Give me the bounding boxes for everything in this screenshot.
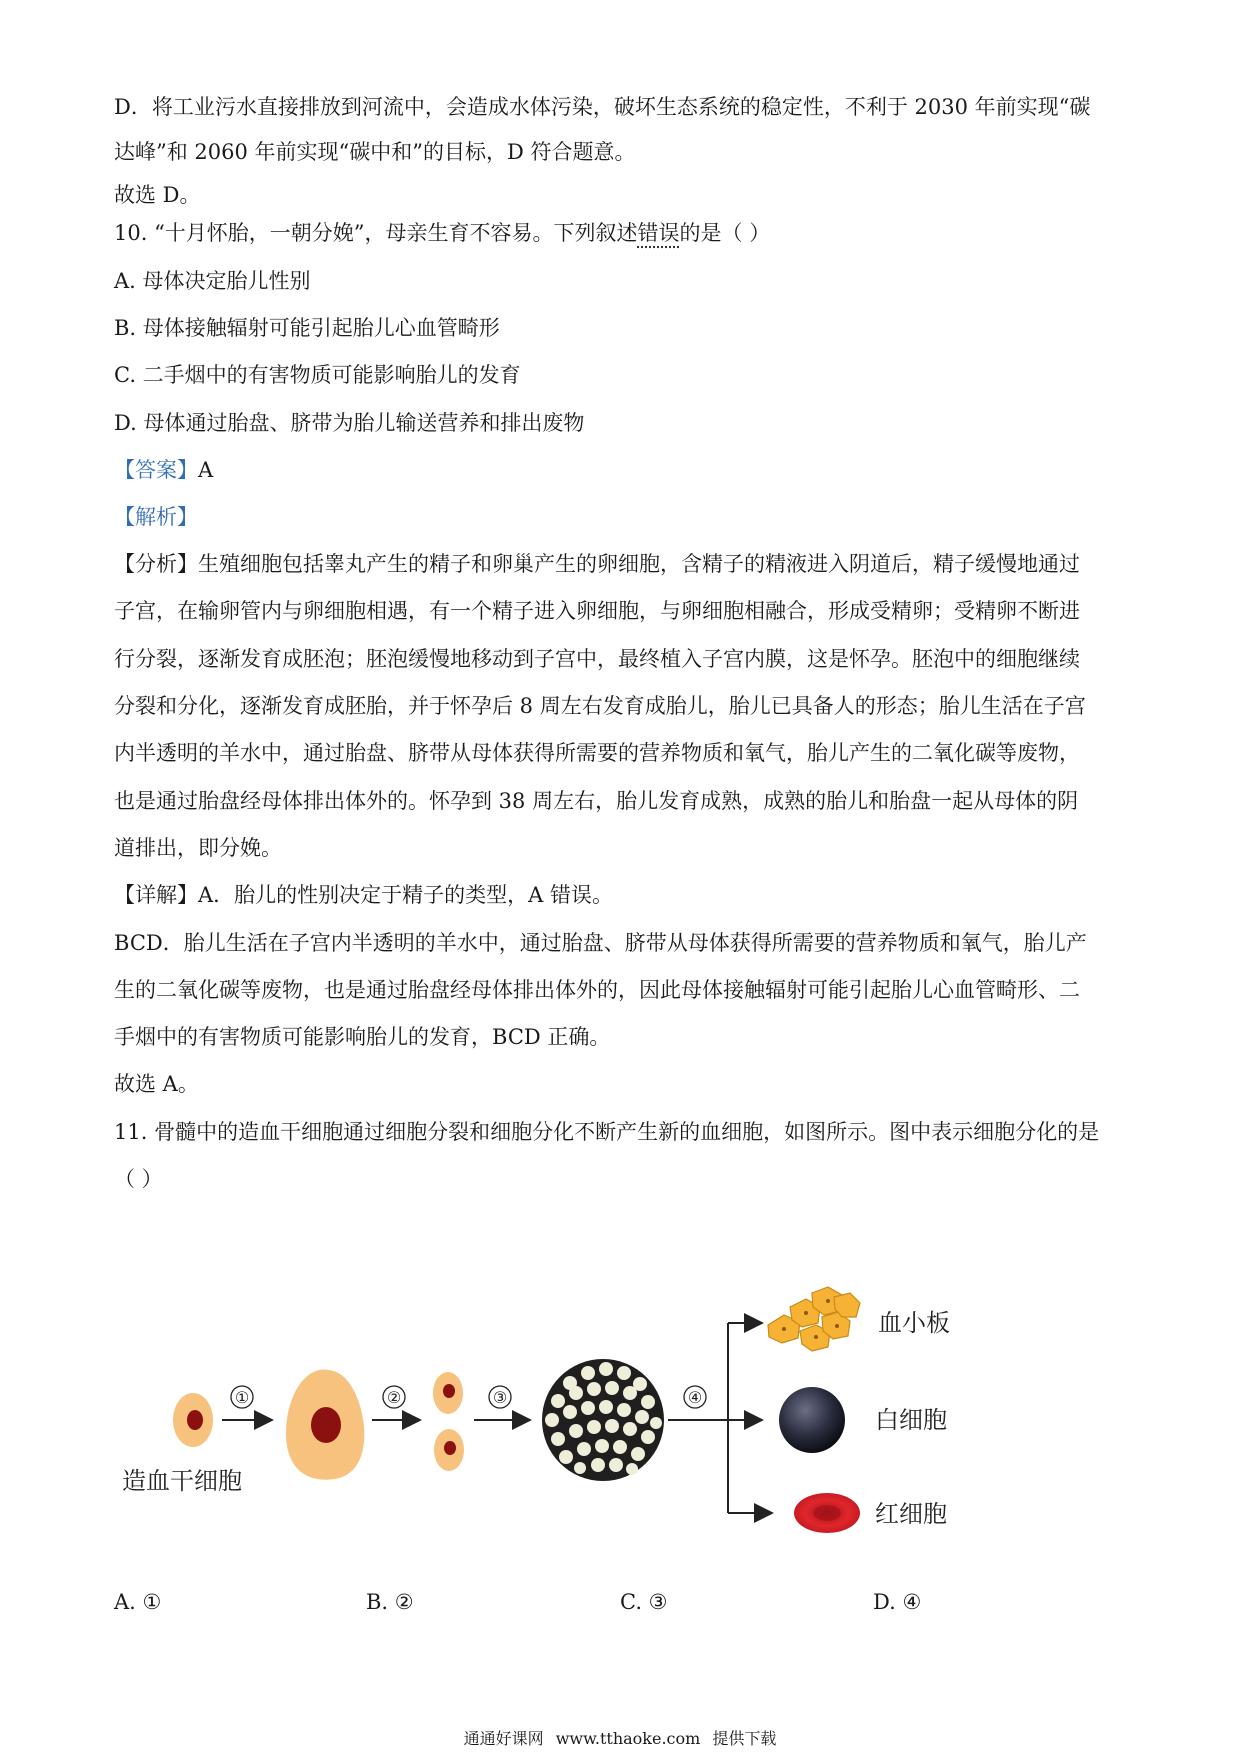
q10-option-a: A. 母体决定胎儿性别 [114,269,311,293]
platelets-icon [768,1287,860,1351]
daughter-cells-icon [433,1372,464,1471]
q10-fenxi-line1 [114,549,1134,579]
step-2-label: ② [386,1388,402,1407]
q10-choice: 故选 A。 [114,1072,199,1096]
q10-fenxi-line7: 道排出，即分娩。 [114,836,282,860]
page-footer [0,1728,1240,1750]
q11-option-d: D. ④ [873,1590,922,1614]
q10-fenxi-line6: 也是通过胎盘经母体排出体外的。怀孕到 38 周左右，胎儿发育成熟，成熟的胎儿和胎盘一起从母体的阴 [114,789,1079,813]
red-blood-cell-icon [794,1493,860,1533]
analysis-tag: 【解析】 [114,505,198,529]
answer-value: A [198,458,214,482]
blood-cell-diagram [100,1265,1150,1565]
q10-fenxi-line4: 分裂和分化，逐渐发育成胚胎，并于怀孕后 8 周左右发育成胎儿，胎儿已具备人的形态；胎儿生活在子宫 [114,694,1086,718]
q11-option-c: C. ③ [620,1590,668,1614]
stem-cell-icon [173,1393,213,1447]
q10-fenxi-line2: 子宫，在输卵管内与卵细胞相遇，有一个精子进入卵细胞，与卵细胞相融合，形成受精卵；受精卵不断进 [114,599,1080,623]
q10-stem-before: 10. “十月怀胎，一朝分娩”，母亲生育不容易。下列叙述 [114,221,638,245]
xiangjie-text: A．胎儿的性别决定于精子的类型，A 错误。 [198,883,614,907]
q10-analysis-heading [114,502,1134,532]
step-3-label: ③ [492,1388,508,1407]
q10-bcd-line3: 手烟中的有害物质可能影响胎儿的发育，BCD 正确。 [114,1025,611,1049]
q10-option-b: B. 母体接触辐射可能引起胎儿心血管畸形 [114,316,500,340]
footer-url[interactable]: www.tthaoke.com [555,1729,701,1748]
q10-xiangjie [114,880,1134,910]
footer-site-name: 通通好课网 [463,1729,544,1748]
q10-stem [114,218,1134,248]
q10-fenxi-line3: 行分裂，逐渐发育成胚泡；胚泡缓慢地移动到子宫中，最终植入子宫内膜，这是怀孕。胚泡中的细胞继续 [114,647,1080,671]
cell-cluster-icon [542,1359,664,1481]
footer-download: 提供下载 [712,1729,777,1748]
q10-option-d: D. 母体通过胎盘、脐带为胎儿输送营养和排出废物 [114,411,585,435]
step-1-label: ① [234,1388,250,1407]
prev-d-line1: D．将工业污水直接排放到河流中，会造成水体污染，破坏生态系统的稳定性，不利于 2030 年前实现“碳 [114,95,1091,119]
enlarged-cell-icon [286,1369,364,1479]
step-4-label: ④ [687,1388,703,1407]
answer-tag: 【答案】 [114,458,198,482]
q11-stem-line2: （ ） [114,1167,163,1191]
q11-stem-line1: 11. 骨髓中的造血干细胞通过细胞分裂和细胞分化不断产生新的血细胞，如图所示。图中表示细胞分化的是 [114,1120,1100,1144]
q10-bcd-line1: BCD．胎儿生活在子宫内半透明的羊水中，通过胎盘、脐带从母体获得所需要的营养物质和氧气，胎儿产 [114,931,1087,955]
prev-choice: 故选 D。 [114,183,201,207]
prev-d-line2: 达峰”和 2060 年前实现“碳中和”的目标，D 符合题意。 [114,140,636,164]
white-blood-cell-icon [779,1387,845,1453]
platelets-label: 血小板 [878,1309,950,1337]
q10-option-c: C. 二手烟中的有害物质可能影响胎儿的发育 [114,363,521,387]
fenxi-text: 生殖细胞包括睾丸产生的精子和卵巢产生的卵细胞，含精子的精液进入阴道后，精子缓慢地通过 [198,552,1080,576]
q10-bcd-line2: 生的二氧化碳等废物，也是通过胎盘经母体排出体外的，因此母体接触辐射可能引起胎儿心血管畸形、二 [114,978,1080,1002]
q10-fenxi-line5: 内半透明的羊水中，通过胎盘、脐带从母体获得所需要的营养物质和氧气，胎儿产生的二氧化碳等废物， [114,741,1080,765]
q10-stem-after: 的是（ ） [679,221,771,245]
white-cell-label: 白细胞 [875,1406,947,1434]
xiangjie-tag: 【详解】 [114,883,198,907]
q10-answer [114,455,1134,485]
fenxi-tag: 【分析】 [114,552,198,576]
q11-option-b: B. ② [366,1590,414,1614]
q11-option-a: A. ① [114,1590,162,1614]
q10-stem-emphasis: 错误 [637,221,680,245]
stem-cell-label: 造血干细胞 [122,1467,242,1495]
red-cell-label: 红细胞 [875,1500,947,1528]
